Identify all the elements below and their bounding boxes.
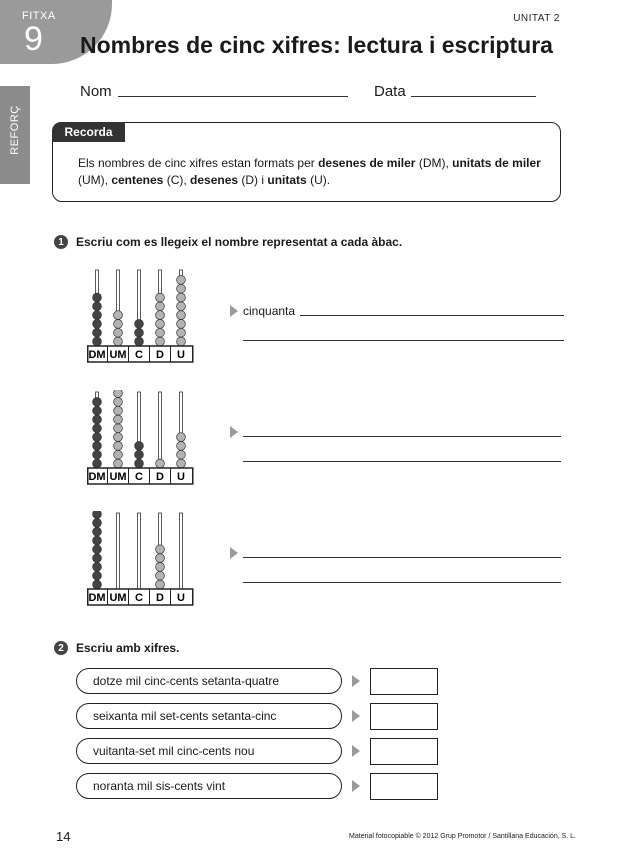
abacus-rod	[180, 513, 183, 589]
place-label-dm: DM	[88, 592, 106, 604]
abacus-bead	[114, 424, 123, 433]
page-number: 14	[56, 829, 71, 844]
abacus-bead	[114, 320, 123, 329]
arrow-icon	[230, 305, 238, 317]
abacus-bead	[93, 320, 102, 329]
abacus-bead	[135, 328, 144, 337]
abacus-bead	[177, 450, 186, 459]
arrow-icon	[230, 426, 238, 438]
abacus-bead	[177, 328, 186, 337]
abacus-bead	[135, 337, 144, 346]
recorda-text: Els nombres de cinc xifres estan formats per desenes de miler (DM), unitats de miler (UM), centenes (C), desenes (D) i unitats (U).	[78, 156, 541, 187]
copyright-notice: Material fotocopiable © 2012 Grup Promotor / Santillana Educación, S. L.	[349, 833, 576, 840]
abacus-bead	[93, 571, 102, 580]
answer-3-line-2[interactable]	[243, 582, 561, 583]
answer-box[interactable]	[370, 773, 438, 800]
arrow-icon	[352, 780, 360, 792]
page-title: Nombres de cinc xifres: lectura i escriptura	[80, 32, 553, 58]
abacus-bead	[156, 563, 165, 572]
abacus-bead	[93, 293, 102, 302]
abacus-bead	[177, 276, 186, 285]
abacus-bead	[114, 415, 123, 424]
answer-1-prefix: cinquanta	[243, 304, 296, 318]
abacus-1	[87, 268, 197, 368]
exercise-2-instruction: Escriu amb xifres.	[76, 641, 180, 655]
abacus-bead	[177, 442, 186, 451]
place-label-u: U	[177, 592, 185, 604]
exercise-1-instruction: Escriu com es llegeix el nombre representat a cada àbac.	[76, 235, 403, 249]
place-label-um: UM	[109, 592, 127, 604]
number-words-pill: seixanta mil set-cents setanta-cinc	[76, 703, 342, 729]
abacus-bead	[93, 415, 102, 424]
place-label-dm: DM	[88, 349, 106, 361]
place-label-c: C	[135, 592, 143, 604]
abacus-bead	[93, 424, 102, 433]
abacus-bead	[156, 302, 165, 311]
abacus-bead	[93, 527, 102, 536]
abacus-bead	[93, 302, 102, 311]
name-label: Nom	[80, 83, 112, 100]
abacus-bead	[177, 311, 186, 320]
abacus-bead	[114, 390, 123, 398]
abacus-bead	[156, 580, 165, 589]
answer-box[interactable]	[370, 738, 438, 765]
name-field[interactable]	[118, 96, 348, 97]
abacus-bead	[114, 337, 123, 346]
abacus-bead	[93, 580, 102, 589]
abacus-bead	[156, 293, 165, 302]
abacus-bead	[93, 519, 102, 528]
abacus-bead	[93, 554, 102, 563]
place-label-c: C	[135, 471, 143, 483]
abacus-bead	[114, 433, 123, 442]
abacus-bead	[114, 459, 123, 468]
abacus-bead	[156, 311, 165, 320]
abacus-bead	[93, 511, 102, 519]
abacus-bead	[93, 459, 102, 468]
recorda-tag: Recorda	[52, 122, 125, 142]
arrow-icon	[230, 547, 238, 559]
answer-3-line-1[interactable]	[243, 557, 561, 558]
place-label-d: D	[156, 349, 164, 361]
abacus-bead	[93, 536, 102, 545]
abacus-bead	[156, 328, 165, 337]
abacus-bead	[177, 320, 186, 329]
unit-label: UNITAT 2	[513, 13, 560, 24]
abacus-bead	[93, 545, 102, 554]
abacus-bead	[177, 302, 186, 311]
place-label-u: U	[177, 471, 185, 483]
abacus-bead	[156, 554, 165, 563]
place-label-c: C	[135, 349, 143, 361]
answer-2-line-1[interactable]	[243, 436, 561, 437]
number-words-pill: dotze mil cinc-cents setanta-quatre	[76, 668, 342, 694]
place-label-um: UM	[109, 471, 127, 483]
abacus-bead	[156, 337, 165, 346]
answer-2-line-2[interactable]	[243, 461, 561, 462]
abacus-bead	[177, 337, 186, 346]
abacus-bead	[177, 293, 186, 302]
abacus-bead	[93, 337, 102, 346]
abacus-bead	[114, 398, 123, 407]
abacus-bead	[93, 442, 102, 451]
side-tab-label: REFORÇ	[9, 105, 21, 155]
number-words-pill: vuitanta-set mil cinc-cents nou	[76, 738, 342, 764]
abacus-bead	[93, 311, 102, 320]
abacus-bead	[177, 284, 186, 293]
answer-1-line-1[interactable]	[300, 315, 564, 316]
abacus-bead	[135, 442, 144, 451]
abacus-bead	[156, 459, 165, 468]
abacus-bead	[135, 459, 144, 468]
place-label-u: U	[177, 349, 185, 361]
fitxa-label: FITXA	[22, 10, 56, 22]
abacus-bead	[156, 320, 165, 329]
abacus-bead	[93, 398, 102, 407]
answer-1-line-2[interactable]	[243, 340, 564, 341]
fitxa-number: 9	[24, 20, 43, 58]
abacus-bead	[114, 328, 123, 337]
arrow-icon	[352, 675, 360, 687]
abacus-2	[87, 390, 197, 490]
abacus-bead	[93, 406, 102, 415]
place-label-d: D	[156, 592, 164, 604]
place-label-d: D	[156, 471, 164, 483]
abacus-3	[87, 511, 197, 611]
abacus-rod	[159, 392, 162, 468]
answer-box[interactable]	[370, 668, 438, 695]
abacus-bead	[114, 311, 123, 320]
abacus-bead	[135, 450, 144, 459]
place-label-um: UM	[109, 349, 127, 361]
abacus-bead	[156, 545, 165, 554]
abacus-bead	[156, 571, 165, 580]
abacus-bead	[114, 450, 123, 459]
abacus-bead	[93, 450, 102, 459]
abacus-bead	[114, 406, 123, 415]
abacus-bead	[114, 442, 123, 451]
date-field[interactable]	[411, 96, 536, 97]
arrow-icon	[352, 745, 360, 757]
abacus-rod	[117, 513, 120, 589]
abacus-bead	[93, 433, 102, 442]
abacus-bead	[177, 433, 186, 442]
answer-box[interactable]	[370, 703, 438, 730]
abacus-bead	[177, 459, 186, 468]
exercise-2-number: 2	[54, 641, 68, 655]
number-words-pill: noranta mil sis-cents vint	[76, 773, 342, 799]
abacus-bead	[93, 563, 102, 572]
abacus-bead	[93, 328, 102, 337]
abacus-rod	[138, 513, 141, 589]
exercise-1-number: 1	[54, 235, 68, 249]
date-label: Data	[374, 83, 406, 100]
place-label-dm: DM	[88, 471, 106, 483]
abacus-bead	[135, 320, 144, 329]
arrow-icon	[352, 710, 360, 722]
